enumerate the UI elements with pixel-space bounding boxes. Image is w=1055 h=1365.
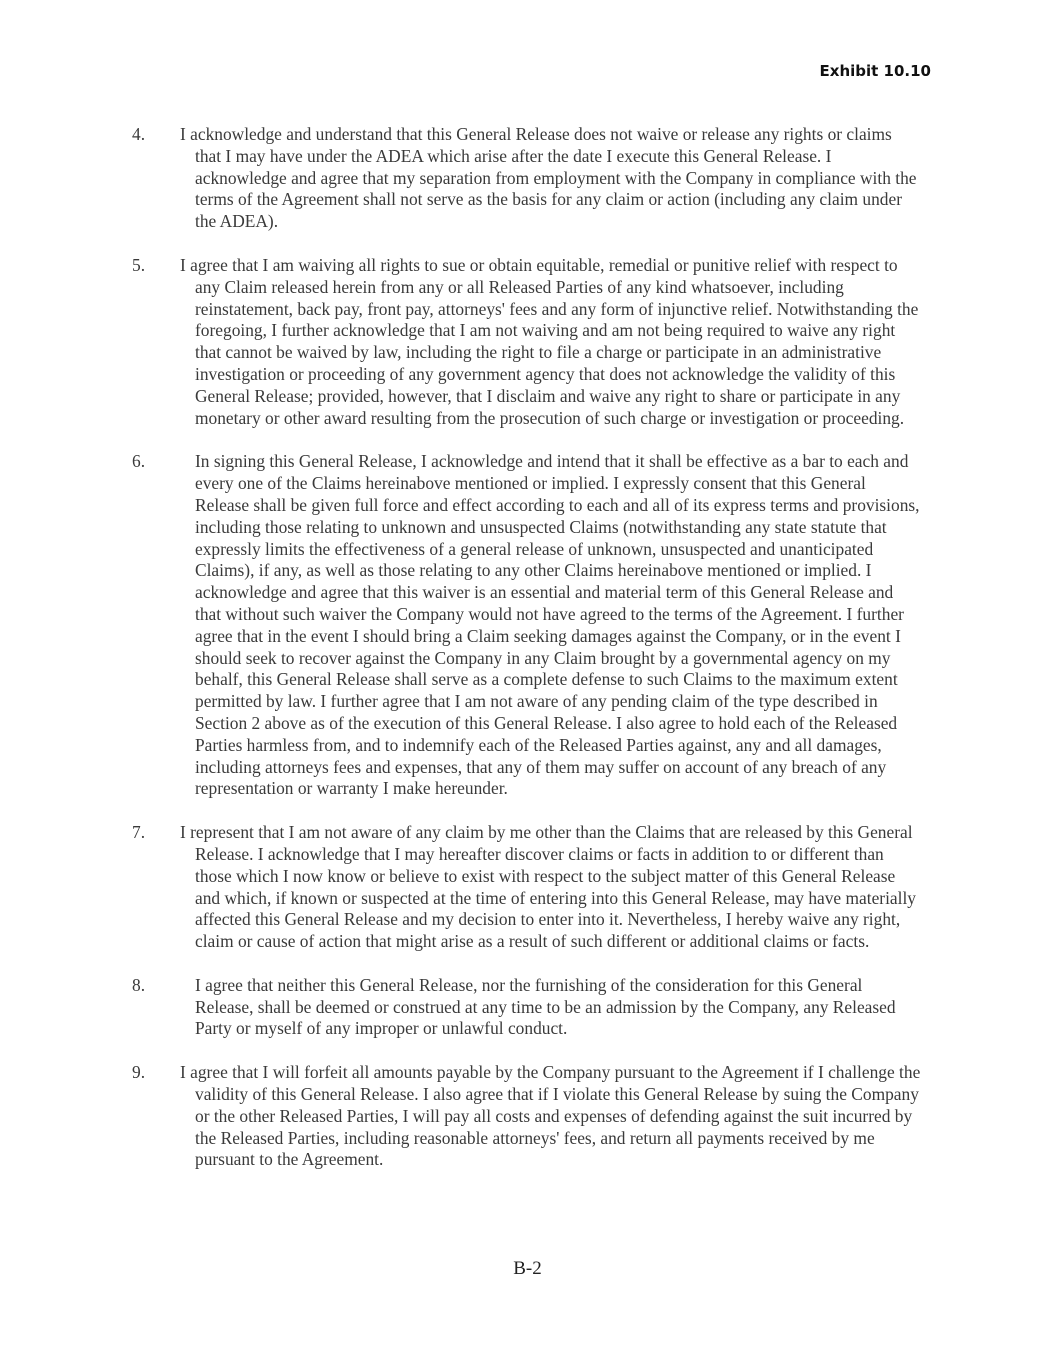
clause-text: In signing this General Release, I acknowledge and intend that it shall be effective as a bar to each and every one of the Claims hereinabove mentioned or implied. I expressly consent that this General Release shall be given full force and effect according to each and all of its express terms and provisions, including those relating to unknown and unsuspected Claims (notwithstanding any state statute that expressly limits the effectiveness of a general release of unknown, unsuspected and unanticipated Claims), if any, as well as those relating to any other Claims hereinabove mentioned or implied. I acknowledge and agree that this waiver is an essential and material term of this General Release and that without such waiver the Company would not have agreed to the terms of the Agreement. I further agree that in the event I should bring a Claim seeking damages against the Company, or in the event I should seek to recover against the Company in any Claim brought by a governmental agency on my behalf, this General Release shall serve as a complete defense to such Claims to the maximum extent permitted by law. I further agree that I am not aware of any pending claim of the type described in Section 2 above as of the execution of this General Release. I also agree to hold each of the Released Parties harmless from, and to indemnify each of the Released Parties against, any and all damages, including attorneys fees and expenses, that any of them may suffer on account of any breach of any representation or warranty I make hereunder. — [195, 451, 920, 799]
clause-number: 5. — [132, 254, 146, 275]
clause-number: 4. — [132, 124, 146, 144]
clause-text: I agree that neither this General Release, nor the furnishing of the consideration for this General Release, shall be deemed or construed at any time to be an admission by the Company, any Released Party or myself of any improper or unlawful conduct. — [195, 974, 896, 1039]
clause-4 — [132, 124, 922, 233]
clause-7 — [132, 822, 922, 953]
clause-number: 8. — [132, 974, 146, 995]
exhibit-label: Exhibit 10.10 — [819, 62, 931, 80]
clause-6 — [132, 451, 922, 800]
release-clauses — [132, 124, 922, 1193]
clause-8 — [132, 975, 922, 1040]
clause-5 — [132, 255, 922, 429]
page-number: B-2 — [513, 1258, 542, 1279]
clause-text: I agree that I am waiving all rights to sue or obtain equitable, remedial or punitive relief with respect to any Claim released herein from any or all Released Parties of any kind whatsoever, including reinstatement, back pay, front pay, attorneys' fees and any form of injunctive relief. Notwithstanding the foregoing, I further acknowledge that I am not waiving and am not being required to waive any right that cannot be waived by law, including the right to file a charge or participate in an administrative investigation or proceeding of any government agency that does not acknowledge the validity of this General Release; provided, however, that I disclaim and waive any right to share or participate in any monetary or other award resulting from the prosecution of such charge or investigation or proceeding. — [180, 254, 919, 428]
clause-text: I represent that I am not aware of any claim by me other than the Claims that are released by this General Release. I acknowledge that I may hereafter discover claims or facts in addition to or different than those which I now know or believe to exist with respect to the subject matter of this General Release and which, if known or suspected at the time of entering into this General Release, may have materially affected this General Release and my decision to enter into it. Nevertheless, I hereby waive any right, claim or cause of action that might arise as a result of such different or additional claims or facts. — [180, 822, 916, 952]
clause-9 — [132, 1062, 922, 1171]
clause-text: I agree that I will forfeit all amounts payable by the Company pursuant to the Agreement if I challenge the validity of this General Release. I also agree that if I violate this General Release by suing the Company or the other Released Parties, I will pay all costs and expenses of defending against the suit incurred by the Released Parties, including reasonable attorneys' fees, and return all payments received by me pursuant to the Agreement. — [180, 1062, 921, 1170]
clause-text: I acknowledge and understand that this General Release does not waive or release any rights or claims that I may have under the ADEA which arise after the date I execute this General Release. I acknowledge and agree that my separation from employment with the Company in compliance with the terms of the Agreement shall not serve as the basis for any claim or action (including any claim under the ADEA). — [180, 124, 917, 232]
clause-number: 6. — [132, 451, 146, 472]
clause-number: 9. — [132, 1062, 146, 1083]
clause-number: 7. — [132, 822, 146, 843]
